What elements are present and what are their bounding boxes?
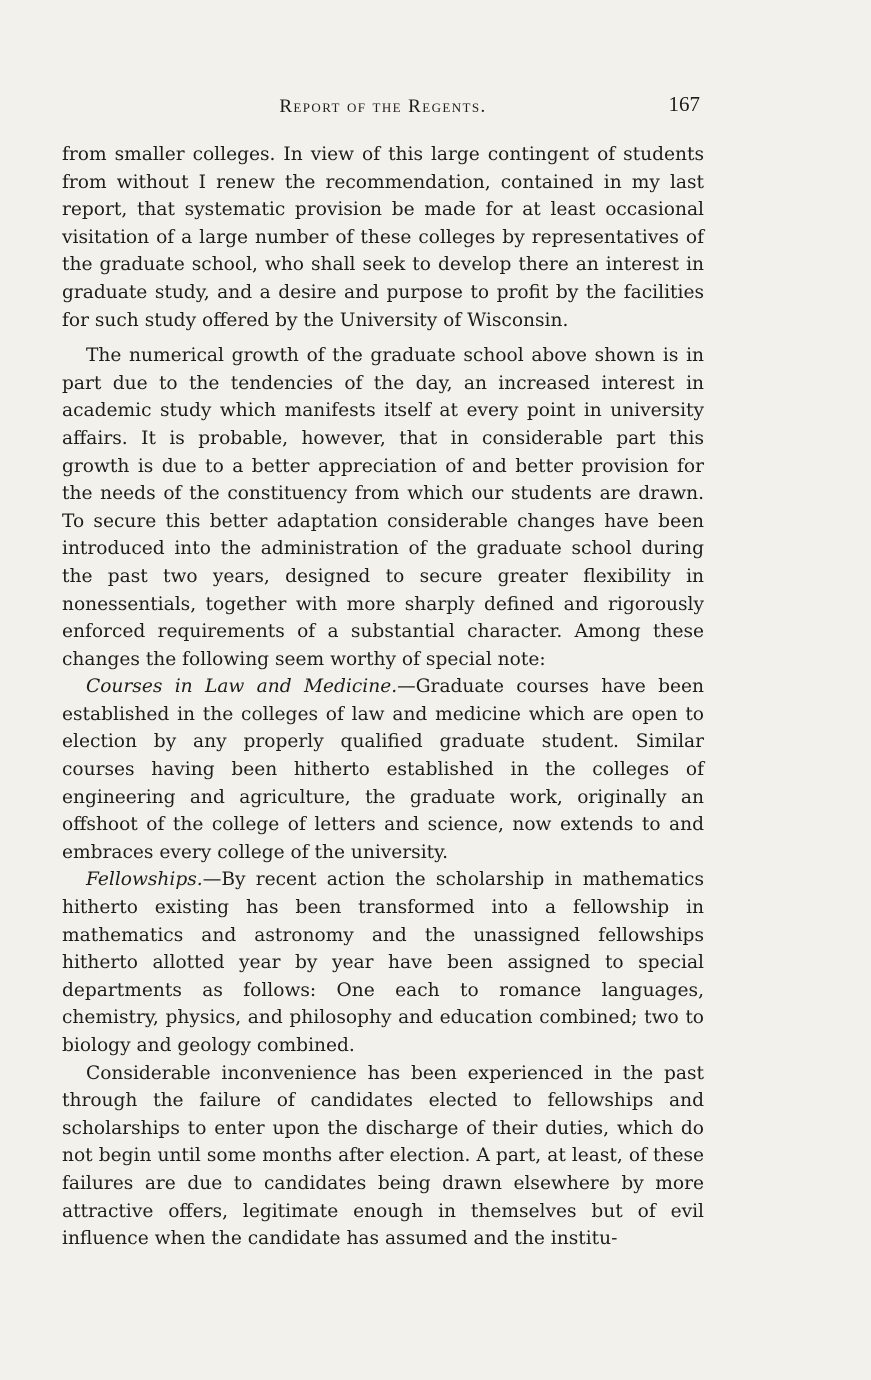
running-title: Report of the Regents. <box>279 96 487 117</box>
paragraph-text: The numerical growth of the graduate school above shown is in part due to the tendencies of the day, an increased interest in academic study which manifests itself at every point in university affairs. It is probable, however, that in considerable part this growth is due to a better appreciation of and better provision for the needs of the constituency from which our students are drawn. To secure this better adaptation considerable changes have been introduced into the administration of the graduate school during the past two years, designed to secure greater flexibility in nonessentials, together with more sharply defined and rigorously enforced requirements of a substantial character. Among these changes the following seem worthy of special note: <box>62 345 704 670</box>
body-text <box>62 141 704 1253</box>
paragraph-text: —By recent action the scholarship in mathematics hitherto existing has been transformed into a fellowship in mathematics and astronomy and the unassigned fellowships hitherto allotted year by year have been assigned to special departments as follows: One each to romance languages, chemistry, physics, and philosophy and education combined; two to biology and geology combined. <box>62 869 704 1056</box>
paragraph-inconvenience <box>62 1060 704 1253</box>
runin-heading: Courses in Law and Medicine. <box>86 676 398 698</box>
paragraph-continuation <box>62 141 704 334</box>
paragraph-text: from smaller colleges. In view of this large contingent of students from without I renew the recommendation, contained in my last report, that systematic provision be made for at least occasional visitation of a large number of these colleges by representatives of the graduate school, who shall seek to develop there an interest in graduate study, and a desire and purpose to profit by the facilities for such study offered by the University of Wisconsin. <box>62 144 704 331</box>
paragraph-text: —Graduate courses have been established in the colleges of law and medicine which are open to election by any properly qualified graduate student. Similar courses having been hitherto established in the colleges of engineering and agriculture, the graduate work, originally an offshoot of the college of letters and science, now extends to and embraces every college of the university. <box>62 676 704 863</box>
paragraph-growth <box>62 342 704 673</box>
runin-heading: Fellowships. <box>86 869 203 891</box>
paragraph-text: Considerable inconvenience has been experienced in the past through the failure of candidates elected to fellowships and scholarships to enter upon the discharge of their duties, which do not begin until some months after election. A part, at least, of these failures are due to candidates being drawn elsewhere by more attractive offers, legitimate enough in themselves but of evil influence when the candidate has assumed and the institu- <box>62 1062 704 1250</box>
page-number: 167 <box>668 92 700 116</box>
paragraph-law-medicine <box>62 673 704 866</box>
running-head <box>62 92 704 122</box>
paragraph-fellowships <box>62 866 704 1059</box>
